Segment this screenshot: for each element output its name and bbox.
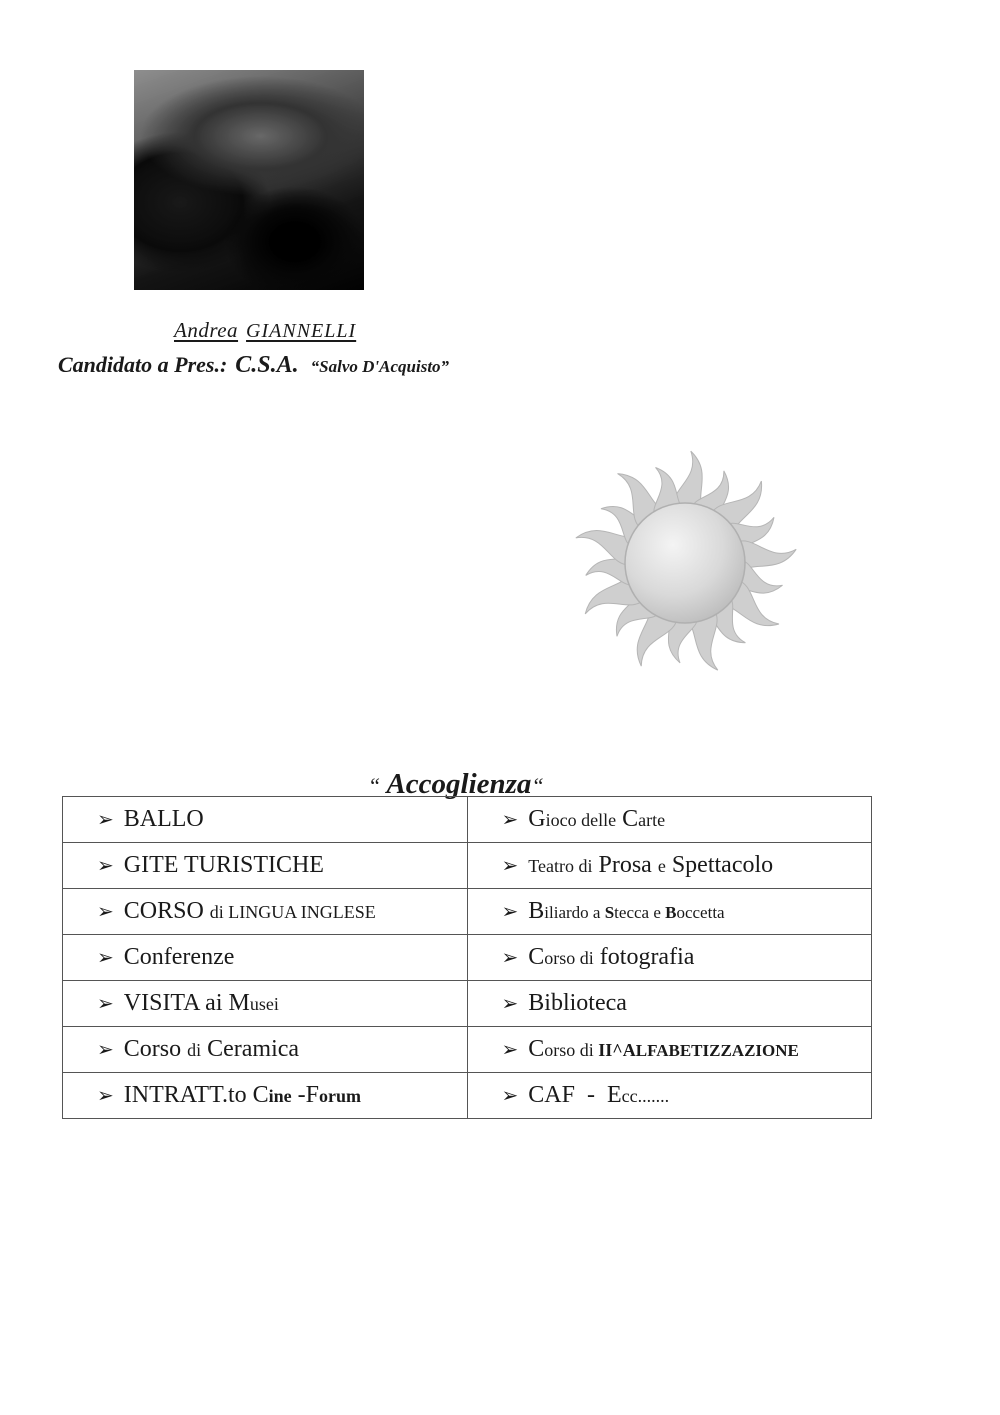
activity-left-6 (63, 1073, 468, 1119)
activity-label: CORSO di LINGUA INGLESE (123, 898, 376, 924)
arrow-bullet-icon: ➢ (97, 1039, 114, 1061)
activity-left-3 (63, 935, 468, 981)
first-name: Andrea (174, 318, 239, 342)
arrow-bullet-icon: ➢ (501, 1085, 519, 1107)
activity-label: Teatro di Prosa e Spettacolo (528, 852, 774, 878)
activity-label: Corso di fotografia (528, 944, 695, 970)
section-heading: “ Accoglienza“ (368, 768, 544, 800)
activity-label: VISITA ai Musei (123, 990, 279, 1016)
activity-left-5 (63, 1027, 468, 1073)
activity-right-1 (467, 843, 872, 889)
arrow-bullet-icon: ➢ (97, 809, 114, 831)
arrow-bullet-icon: ➢ (97, 993, 114, 1015)
arrow-bullet-icon: ➢ (501, 809, 519, 831)
table-row (63, 935, 872, 981)
organization-name: “Salvo D'Acquisto” (310, 357, 450, 376)
activity-right-3 (467, 935, 872, 981)
activity-right-6 (467, 1073, 872, 1119)
arrow-bullet-icon: ➢ (97, 901, 114, 923)
activity-left-1 (63, 843, 468, 889)
table-row (63, 1073, 872, 1119)
table-row (63, 1027, 872, 1073)
activity-label: CAF - Ecc....... (528, 1082, 670, 1108)
activity-label: Corso di Ceramica (123, 1036, 300, 1062)
candidate-title (58, 352, 558, 379)
table-row (63, 843, 872, 889)
arrow-bullet-icon: ➢ (501, 855, 519, 877)
arrow-bullet-icon: ➢ (501, 1039, 519, 1061)
arrow-bullet-icon: ➢ (501, 993, 519, 1015)
activity-label: Conferenze (123, 944, 235, 970)
activity-right-2 (467, 889, 872, 935)
activity-label: BALLO (123, 806, 204, 832)
activity-right-4 (467, 981, 872, 1027)
activity-label: Biliardo a Stecca e Boccetta (528, 898, 725, 924)
activity-label: Gioco delle Carte (528, 806, 666, 832)
activity-right-5 (467, 1027, 872, 1073)
organization-acronym: C.S.A. (235, 352, 299, 378)
activity-label: GITE TURISTICHE (123, 852, 324, 878)
table-row (63, 981, 872, 1027)
arrow-bullet-icon: ➢ (97, 947, 114, 969)
activity-left-0 (63, 797, 468, 843)
heading-text: Accoglienza (386, 768, 532, 800)
table-row (63, 797, 872, 843)
candidate-name (174, 318, 414, 343)
activity-label: Biblioteca (528, 990, 627, 1016)
activity-left-2 (63, 889, 468, 935)
candidate-role: Candidato a Pres.: (58, 352, 228, 377)
arrow-bullet-icon: ➢ (501, 947, 519, 969)
activity-left-4 (63, 981, 468, 1027)
last-name: GIANNELLI (246, 320, 357, 342)
arrow-bullet-icon: ➢ (97, 855, 114, 877)
candidate-photo (134, 70, 364, 290)
activity-label: Corso di II^ALFABETIZZAZIONE (528, 1036, 799, 1062)
arrow-bullet-icon: ➢ (97, 1085, 114, 1107)
table-row (63, 889, 872, 935)
activity-right-0 (467, 797, 872, 843)
sun-illustration (520, 385, 850, 740)
activity-label: INTRATT.to Cine -Forum (123, 1082, 362, 1108)
activities-table (62, 796, 872, 1119)
arrow-bullet-icon: ➢ (501, 901, 519, 923)
